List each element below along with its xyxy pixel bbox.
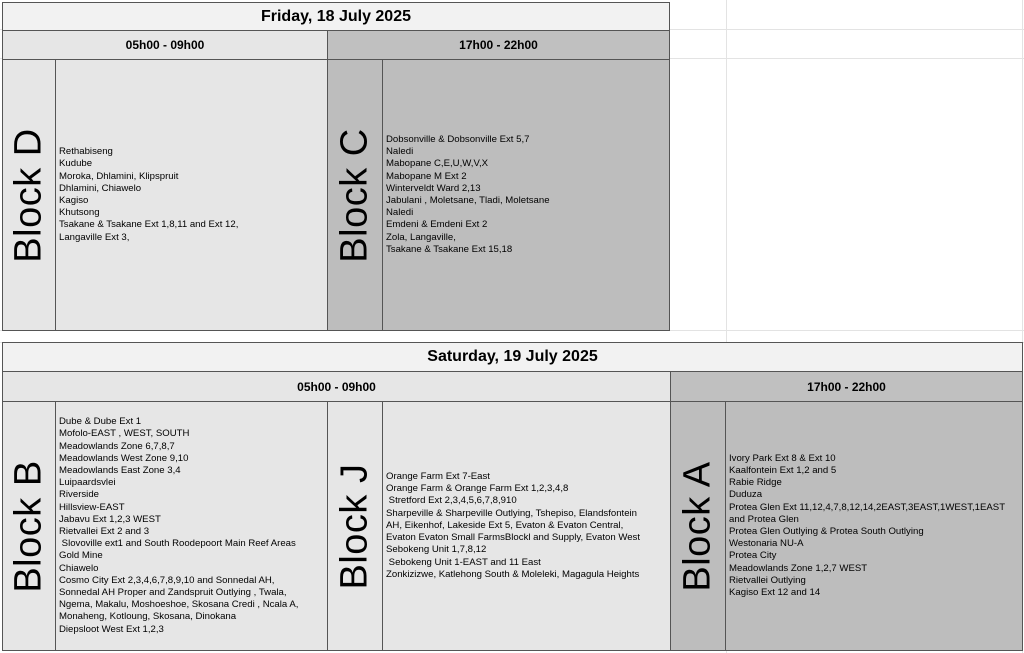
area-item: Meadowlands Zone 1,2,7 WEST: [729, 562, 868, 574]
block-c-label: Block C: [327, 59, 383, 331]
saturday-morning-time-header: 05h00 - 09h00: [2, 371, 671, 402]
area-item: AH, Eikenhof, Lakeside Ext 5, Evaton & Evaton Central,: [386, 519, 624, 531]
area-item: Naledi: [386, 146, 414, 158]
area-item: Moroka, Dhlamini, Klipspruit: [59, 170, 179, 182]
area-item: Zonkizizwe, Katlehong South & Moleleki, Magagula Heights: [386, 568, 640, 580]
block-d-areas: [55, 59, 328, 331]
area-item: Cosmo City Ext 2,3,4,6,7,8,9,10 and Sonnedal AH,: [59, 574, 275, 586]
area-item: Mofolo-EAST , WEST, SOUTH: [59, 428, 190, 440]
block-d-label: Block D: [2, 59, 56, 331]
area-item: Naledi: [386, 207, 414, 219]
area-item: Sharpeville & Sharpeville Outlying, Tshepiso, Elandsfontein: [386, 507, 638, 519]
area-item: Rietvallei Outlying: [729, 574, 806, 586]
area-item: Protea City: [729, 550, 777, 562]
area-item: Meadowlands Zone 6,7,8,7: [59, 440, 175, 452]
area-item: Jabulani , Moletsane, Tladi, Moletsane: [386, 195, 550, 206]
area-item: Meadowlands East Zone 3,4: [59, 464, 181, 476]
area-item: Dube & Dube Ext 1: [59, 416, 142, 428]
area-item: Monaheng, Kotloung, Skosana, Dinokana: [59, 611, 237, 623]
saturday-evening-time-header: 17h00 - 22h00: [670, 371, 1023, 402]
area-item: Mabopane C,E,U,W,V,X: [386, 158, 489, 170]
area-item: Kudube: [59, 158, 93, 170]
area-item: Sebokeng Unit 1,7,8,12: [386, 544, 487, 556]
area-item: Zola, Langaville,: [386, 231, 456, 243]
area-item: Slovoville ext1 and South Roodepoort Main Reef Areas: [59, 538, 296, 550]
area-item: Chiawelo: [59, 562, 99, 574]
area-item: Emdeni & Emdeni Ext 2: [386, 219, 488, 231]
area-item: Duduza: [729, 489, 763, 501]
block-a-label: Block A: [670, 401, 726, 651]
block-c-areas: [382, 59, 670, 331]
area-item: Protea Glen Ext 11,12,4,7,8,12,14,2EAST,3EAST,1WEST,1EAST: [729, 501, 1006, 513]
area-item: Riverside: [59, 489, 99, 501]
block-b-label: Block B: [2, 401, 56, 651]
block-b-areas: [55, 401, 328, 651]
area-item: Jabavu Ext 1,2,3 WEST: [59, 513, 161, 525]
area-item: Westonaria NU-A: [729, 538, 804, 550]
block-j-label: Block J: [327, 401, 383, 651]
area-item: Mabopane M Ext 2: [386, 170, 467, 182]
area-item: Gold Mine: [59, 550, 103, 562]
area-item: Winterveldt Ward 2,13: [386, 182, 481, 194]
area-item: Orange Farm Ext 7-East: [386, 471, 490, 483]
area-item: Orange Farm & Orange Farm Ext 1,2,3,4,8: [386, 483, 569, 495]
area-item: and Protea Glen: [729, 513, 799, 525]
friday-morning-time-header: 05h00 - 09h00: [2, 30, 328, 60]
area-item: Meadowlands West Zone 9,10: [59, 452, 189, 464]
area-item: Tsakane & Tsakane Ext 15,18: [386, 243, 513, 255]
area-item: Dobsonville & Dobsonville Ext 5,7: [386, 133, 530, 145]
area-item: Sebokeng Unit 1-EAST and 11 East: [386, 556, 541, 568]
block-j-areas: [382, 401, 671, 651]
area-item: Dhlamini, Chiawelo: [59, 182, 142, 194]
block-a-areas: [725, 401, 1023, 651]
friday-evening-time-header: 17h00 - 22h00: [327, 30, 670, 60]
saturday-title: Saturday, 19 July 2025: [2, 342, 1023, 372]
area-item: Sonnedal AH Proper and Zandspruit Outlying , Twala,: [59, 587, 287, 599]
area-item: Tsakane & Tsakane Ext 1,8,11 and Ext 12,: [59, 219, 239, 231]
area-item: Kaalfontein Ext 1,2 and 5: [729, 464, 837, 476]
area-item: Evaton Evaton Small FarmsBlockl and Supply, Evaton West: [386, 532, 640, 544]
area-item: Khutsong: [59, 207, 100, 219]
area-item: Diepsloot West Ext 1,2,3: [59, 623, 164, 635]
area-item: Rethabiseng: [59, 146, 113, 158]
area-item: Kagiso: [59, 195, 89, 206]
area-item: Rietvallei Ext 2 and 3: [59, 526, 150, 537]
area-item: Ngema, Makalu, Moshoeshoe, Skosana Credi , Ncala A,: [59, 599, 299, 611]
area-item: Luipaardsvlei: [59, 477, 116, 489]
area-item: Stretford Ext 2,3,4,5,6,7,8,910: [386, 495, 517, 507]
area-item: Hillsview-EAST: [59, 501, 125, 513]
area-item: Kagiso Ext 12 and 14: [729, 587, 821, 599]
area-item: Ivory Park Ext 8 & Ext 10: [729, 452, 836, 464]
area-item: Protea Glen Outlying & Protea South Outlying: [729, 526, 924, 537]
area-item: Rabie Ridge: [729, 477, 782, 489]
area-item: Langaville Ext 3,: [59, 231, 130, 243]
friday-title: Friday, 18 July 2025: [2, 2, 670, 31]
